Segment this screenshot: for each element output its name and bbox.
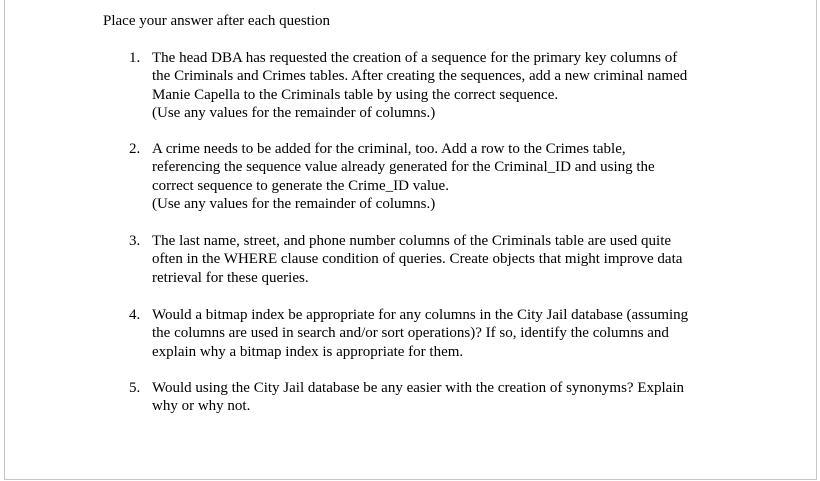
- question-line: the columns are used in search and/or sort operations)? If so, identify the columns and: [152, 325, 669, 342]
- question-line: (Use any values for the remainder of columns.): [152, 105, 436, 122]
- question-line: often in the WHERE clause condition of queries. Create objects that might improve data: [152, 251, 683, 268]
- question-line: the Criminals and Crimes tables. After creating the sequences, add a new criminal named: [152, 68, 688, 85]
- question-line: A crime needs to be added for the criminal, too. Add a row to the Crimes table,: [152, 141, 626, 157]
- question-number: 2.: [129, 141, 141, 157]
- question-number: 4.: [129, 307, 141, 323]
- question-line: correct sequence to generate the Crime_ID value.: [152, 177, 449, 194]
- question-line: why or why not.: [152, 398, 251, 415]
- question-number: 1.: [129, 50, 141, 66]
- question-line: Manie Capella to the Criminals table by using the correct sequence.: [152, 86, 559, 103]
- question-line: Would using the City Jail database be any easier with the creation of synonyms? Explain: [152, 380, 684, 396]
- question-line: The head DBA has requested the creation of a sequence for the primary key columns of: [152, 50, 678, 66]
- question-line: explain why a bitmap index is appropriate for them.: [152, 343, 464, 360]
- question-text: [152, 140, 732, 214]
- document-page: [4, 0, 817, 480]
- question-text: [152, 306, 732, 361]
- question-text: [152, 49, 732, 123]
- question-line: retrieval for these queries.: [152, 269, 309, 286]
- question-text: [152, 232, 732, 287]
- question-line: The last name, street, and phone number columns of the Criminals table are used quite: [152, 233, 672, 249]
- question-number: 5.: [129, 380, 141, 396]
- question-number: 3.: [129, 233, 141, 249]
- question-text: [152, 379, 732, 416]
- question-line: referencing the sequence value already generated for the Criminal_ID and using the: [152, 159, 655, 176]
- instructions-text: Place your answer after each question: [103, 13, 330, 29]
- question-line: (Use any values for the remainder of columns.): [152, 196, 436, 213]
- question-line: Would a bitmap index be appropriate for any columns in the City Jail database (assuming: [152, 307, 689, 323]
